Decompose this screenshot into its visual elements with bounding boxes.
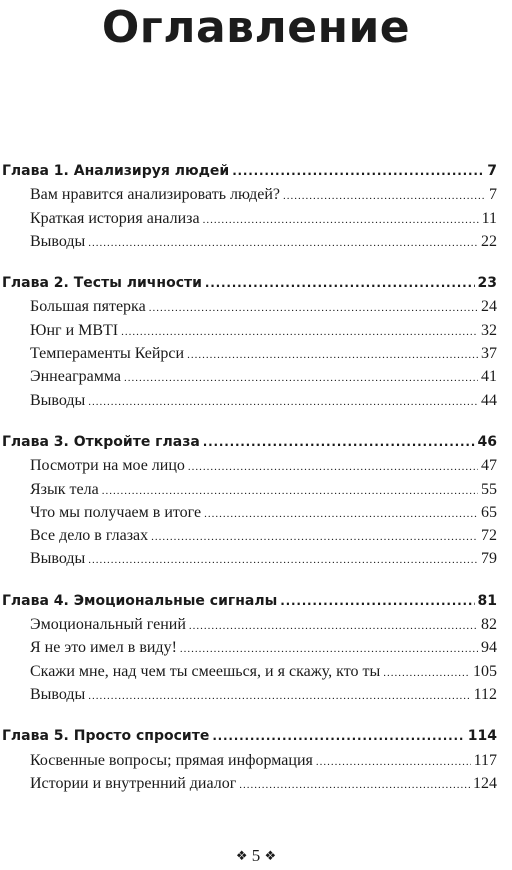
section-entry-label: Темпераменты Кейрси xyxy=(30,345,185,363)
dot-leader xyxy=(88,685,470,708)
dot-leader xyxy=(204,503,478,526)
dot-leader xyxy=(180,638,478,661)
chapter-entry-page: 81 xyxy=(477,592,497,609)
chapter-entry[interactable] xyxy=(0,272,512,295)
section-entry-label: Вам нравится анализировать людей? xyxy=(30,186,281,204)
chapter-entry-label: Глава 5. Просто спросите xyxy=(2,728,210,745)
chapter-entry-page: 23 xyxy=(477,275,497,292)
section-entry-label: Все дело в глазах xyxy=(30,527,149,545)
dot-leader xyxy=(232,160,484,183)
section-entry[interactable] xyxy=(0,524,512,547)
section-entry-label: Скажи мне, над чем ты смеешься, и я скажу, кто ты xyxy=(30,662,381,680)
section-entry-page: 112 xyxy=(473,685,497,703)
dot-leader xyxy=(203,431,475,454)
chapter-block xyxy=(0,272,512,412)
section-entry-label: Что мы получаем в итоге xyxy=(30,503,202,521)
dot-leader xyxy=(283,185,486,208)
section-entry-page: 72 xyxy=(481,527,497,545)
chapter-entry-page: 46 xyxy=(477,433,497,450)
dot-leader xyxy=(239,774,470,797)
section-entry[interactable] xyxy=(0,389,512,412)
ornament-right-icon: ❖ xyxy=(264,849,277,864)
dot-leader xyxy=(121,321,478,344)
section-entry[interactable] xyxy=(0,183,512,206)
dot-leader xyxy=(149,297,478,320)
dot-leader xyxy=(280,590,474,613)
section-entry-page: 44 xyxy=(481,391,497,409)
dot-leader xyxy=(203,209,479,232)
section-entry-label: Юнг и MBTI xyxy=(30,321,119,339)
section-entry[interactable] xyxy=(0,207,512,230)
dot-leader xyxy=(316,751,471,774)
section-entry[interactable] xyxy=(0,749,512,772)
chapter-entry-label: Глава 4. Эмоциональные сигналы xyxy=(2,592,278,609)
chapter-entry[interactable] xyxy=(0,431,512,454)
section-entry[interactable] xyxy=(0,230,512,253)
dot-leader xyxy=(151,526,478,549)
page-title: Оглавление xyxy=(101,2,411,53)
section-entry-page: 117 xyxy=(473,751,497,769)
dot-leader xyxy=(188,456,478,479)
dot-leader xyxy=(88,232,478,255)
section-entry-label: Посмотри на мое лицо xyxy=(30,457,185,475)
section-entry[interactable] xyxy=(0,683,512,706)
chapter-entry-page: 7 xyxy=(487,163,497,179)
section-entry-label: Косвенные вопросы; прямая информация xyxy=(30,751,313,769)
section-entry-label: Выводы xyxy=(30,685,86,703)
section-entry[interactable] xyxy=(0,342,512,365)
section-entry[interactable] xyxy=(0,454,512,477)
dot-leader xyxy=(88,391,478,414)
section-entry[interactable] xyxy=(0,501,512,524)
chapter-entry-label: Глава 3. Откройте глаза xyxy=(2,433,200,450)
chapter-entry-label: Глава 1. Анализируя людей xyxy=(2,163,230,179)
chapter-entry-page: 114 xyxy=(467,728,497,745)
ornament-left-icon: ❖ xyxy=(235,849,248,864)
section-entry-label: Краткая история анализа xyxy=(30,209,200,227)
section-entry-label: Истории и внутренний диалог xyxy=(30,774,237,792)
section-entry[interactable] xyxy=(0,772,512,795)
dot-leader xyxy=(187,344,478,367)
section-entry-label: Я не это имел в виду! xyxy=(30,639,177,657)
section-entry-page: 24 xyxy=(481,298,497,316)
section-entry-label: Язык тела xyxy=(30,480,99,498)
section-entry[interactable] xyxy=(0,547,512,570)
section-entry-page: 22 xyxy=(481,232,497,250)
page-number: 5 xyxy=(251,846,261,865)
section-entry-label: Большая пятерка xyxy=(30,298,146,316)
chapter-entry[interactable] xyxy=(0,590,512,613)
section-entry[interactable] xyxy=(0,365,512,388)
chapter-block xyxy=(0,431,512,571)
section-entry-label: Выводы xyxy=(30,232,86,250)
section-entry-page: 37 xyxy=(481,345,497,363)
chapter-block xyxy=(0,160,512,253)
section-entry[interactable] xyxy=(0,319,512,342)
section-entry-page: 32 xyxy=(481,321,497,339)
section-entry-page: 105 xyxy=(473,662,497,680)
dot-leader xyxy=(189,615,478,638)
section-entry[interactable] xyxy=(0,636,512,659)
page-footer xyxy=(0,846,512,866)
dot-leader xyxy=(124,367,478,390)
section-entry-page: 65 xyxy=(481,503,497,521)
dot-leader xyxy=(102,480,478,503)
section-entry-page: 41 xyxy=(481,368,497,386)
chapter-entry[interactable] xyxy=(0,160,512,183)
dot-leader xyxy=(88,549,478,572)
section-entry-label: Эмоциональный гений xyxy=(30,616,186,634)
dot-leader xyxy=(212,725,464,748)
section-entry-page: 11 xyxy=(481,209,497,227)
section-entry-page: 7 xyxy=(489,186,497,204)
section-entry-page: 47 xyxy=(481,457,497,475)
section-entry-page: 124 xyxy=(473,774,497,792)
dot-leader xyxy=(383,662,470,685)
section-entry-page: 94 xyxy=(481,639,497,657)
section-entry[interactable] xyxy=(0,295,512,318)
section-entry-page: 82 xyxy=(481,616,497,634)
section-entry[interactable] xyxy=(0,660,512,683)
chapter-block xyxy=(0,590,512,706)
section-entry[interactable] xyxy=(0,613,512,636)
table-of-contents xyxy=(0,160,512,814)
chapter-entry-label: Глава 2. Тесты личности xyxy=(2,275,202,292)
chapter-entry[interactable] xyxy=(0,725,512,748)
section-entry-label: Выводы xyxy=(30,550,86,568)
section-entry-page: 55 xyxy=(481,480,497,498)
chapter-block xyxy=(0,725,512,795)
section-entry-label: Выводы xyxy=(30,391,86,409)
section-entry-label: Эннеаграмма xyxy=(30,368,121,386)
section-entry-page: 79 xyxy=(481,550,497,568)
section-entry[interactable] xyxy=(0,478,512,501)
dot-leader xyxy=(205,272,475,295)
